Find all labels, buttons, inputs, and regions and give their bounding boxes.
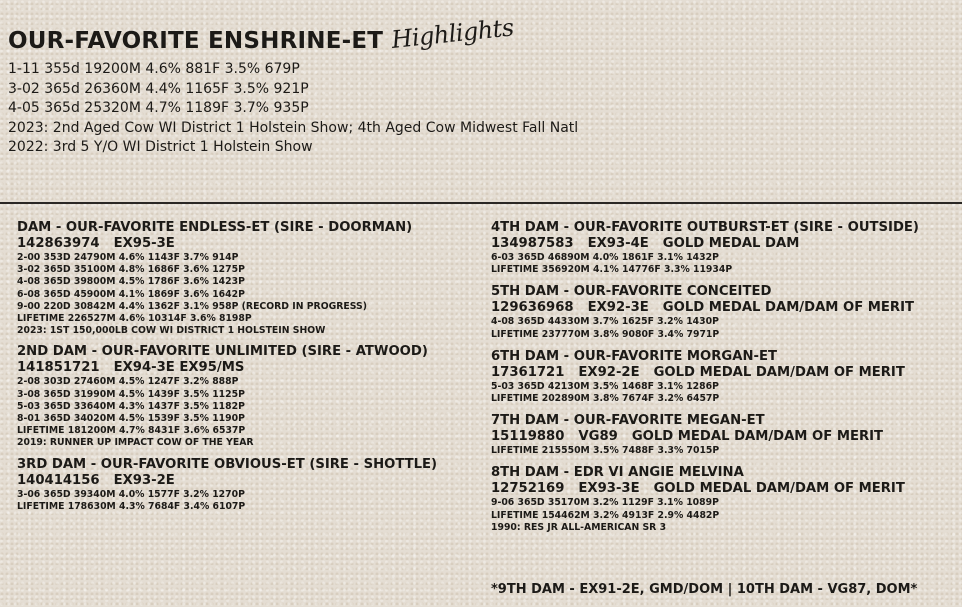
dam-tag: GOLD MEDAL DAM/DAM OF MERIT (653, 481, 905, 497)
dam-id-row (491, 300, 951, 316)
pedigree-left-column (17, 220, 472, 520)
production-record: 4-08 365D 39800M 4.5% 1786F 3.6% 1423P (17, 276, 245, 288)
production-record: 2-00 353D 24790M 4.6% 1143F 3.7% 914P (17, 252, 239, 263)
section-divider (0, 202, 962, 204)
production-record: LIFETIME 178630M 4.3% 7684F 3.4% 6107P (17, 500, 246, 512)
dam-block (17, 457, 472, 513)
production-record: 9-00 220D 30842M 4.4% 1362F 3.1% 958P (RECORD IN PROGRESS) (17, 300, 367, 312)
dam-heading: DAM - OUR-FAVORITE ENDLESS-ET (SIRE - DOORMAN) (17, 220, 413, 235)
dam-score: EX92-3E (587, 300, 649, 316)
dam-tag: GOLD MEDAL DAM (662, 236, 800, 251)
dam-score: EX92-2E (578, 364, 640, 380)
dam-score: EX93-3E (578, 481, 640, 497)
dam-score: EX93-2E (113, 472, 175, 488)
cow-name-title: OUR-FAVORITE ENSHRINE-ET (8, 28, 384, 54)
dam-id: 142863974 (17, 236, 100, 251)
production-record: 8-01 365D 34020M 4.5% 1539F 3.5% 1190P (17, 413, 245, 425)
dam-id: 12752169 (491, 481, 565, 497)
highlight-line: 1-11 355d 19200M 4.6% 881F 3.5% 679P (8, 61, 300, 77)
dam-heading: 6TH DAM - OUR-FAVORITE MORGAN-ET (491, 348, 777, 364)
production-record: LIFETIME 356920M 4.1% 14776F 3.3% 11934P (491, 264, 733, 276)
production-record: LIFETIME 237770M 3.8% 9080F 3.4% 7971P (491, 328, 720, 340)
highlight-line: 2022: 3rd 5 Y/O WI District 1 Holstein Show (8, 139, 313, 155)
dam-tag: GOLD MEDAL DAM/DAM OF MERIT (662, 300, 914, 316)
dam-heading: 7TH DAM - OUR-FAVORITE MEGAN-ET (491, 413, 765, 429)
dam-score: EX94-3E EX95/MS (113, 360, 245, 376)
dam-score: EX95-3E (113, 236, 175, 251)
dam-id-row (17, 236, 472, 252)
production-record: 3-02 365D 35100M 4.8% 1686F 3.6% 1275P (17, 264, 245, 276)
dam-id-row (491, 365, 951, 381)
dam-block (491, 349, 951, 405)
production-record: LIFETIME 202890M 3.8% 7674F 3.2% 6457P (491, 393, 720, 405)
dam-id: 129636968 (491, 300, 574, 316)
production-record: LIFETIME 181200M 4.7% 8431F 3.6% 6537P (17, 425, 246, 437)
production-record: LIFETIME 154462M 3.2% 4913F 2.9% 4482P (491, 509, 720, 521)
title-row (8, 14, 948, 54)
production-record: 2-08 303D 27460M 4.5% 1247F 3.2% 888P (17, 376, 239, 388)
production-record: 6-03 365D 46890M 4.0% 1861F 3.1% 1432P (491, 252, 719, 263)
dam-block (17, 344, 472, 449)
dam-id: 140414156 (17, 472, 100, 488)
production-record: 9-06 365D 35170M 3.2% 1129F 3.1% 1089P (491, 497, 719, 509)
highlights-section (8, 14, 948, 158)
production-record: LIFETIME 226527M 4.6% 10314F 3.6% 8198P (17, 313, 252, 325)
dam-id-row (17, 360, 472, 376)
dam-block (491, 465, 951, 534)
production-record: 5-03 365D 33640M 4.3% 1437F 3.5% 1182P (17, 400, 245, 412)
dam-id-row (491, 429, 951, 445)
dam-tag: GOLD MEDAL DAM/DAM OF MERIT (631, 429, 884, 445)
dam-id: 141851721 (17, 360, 100, 376)
dam-heading: 2ND DAM - OUR-FAVORITE UNLIMITED (SIRE - ATWOOD) (17, 344, 428, 360)
production-record: 3-08 365D 31990M 4.5% 1439F 3.5% 1125P (17, 388, 245, 400)
dam-heading: 4TH DAM - OUR-FAVORITE OUTBURST-ET (SIRE - OUTSIDE) (491, 220, 919, 235)
highlight-line: 4-05 365d 25320M 4.7% 1189F 3.7% 935P (8, 100, 309, 116)
highlight-line: 3-02 365d 26360M 4.4% 1165F 3.5% 921P (8, 80, 309, 97)
production-record: 6-08 365D 45900M 4.1% 1869F 3.6% 1642P (17, 288, 245, 300)
dam-block (17, 220, 472, 337)
production-record: 2023: 1ST 150,000LB COW WI DISTRICT 1 HOLSTEIN SHOW (17, 325, 326, 337)
further-dams-footer: *9TH DAM - EX91-2E, GMD/DOM | 10TH DAM - VG87, DOM* (491, 582, 918, 597)
dam-id-row (491, 481, 951, 497)
dam-block (491, 220, 951, 276)
production-record: LIFETIME 215550M 3.5% 7488F 3.3% 7015P (491, 445, 720, 457)
dam-heading: 5TH DAM - OUR-FAVORITE CONCEITED (491, 284, 772, 300)
highlight-line: 2023: 2nd Aged Cow WI District 1 Holstein Show; 4th Aged Cow Midwest Fall Natl (8, 119, 579, 136)
dam-heading: 3RD DAM - OUR-FAVORITE OBVIOUS-ET (SIRE - SHOTTLE) (17, 456, 438, 472)
dam-block (491, 284, 951, 340)
dam-tag: GOLD MEDAL DAM/DAM OF MERIT (653, 364, 905, 380)
production-record: 5-03 365D 42130M 3.5% 1468F 3.1% 1286P (491, 380, 719, 392)
production-record: 1990: RES JR ALL-AMERICAN SR 3 (491, 521, 667, 533)
dam-id-row (491, 236, 951, 252)
dam-block (491, 413, 951, 457)
dam-score: VG89 (578, 429, 618, 445)
dam-heading: 8TH DAM - EDR VI ANGIE MELVINA (491, 465, 744, 481)
dam-id-row (17, 473, 472, 489)
production-record: 3-06 365D 39340M 4.0% 1577F 3.2% 1270P (17, 488, 245, 500)
dam-id: 134987583 (491, 236, 574, 251)
highlight-lines (8, 60, 948, 158)
production-record: 4-08 365D 44330M 3.7% 1625F 3.2% 1430P (491, 316, 719, 328)
dam-score: EX93-4E (587, 236, 649, 251)
production-record: 2019: RUNNER UP IMPACT COW OF THE YEAR (17, 437, 254, 449)
pedigree-right-column (491, 220, 951, 542)
dam-id: 17361721 (491, 364, 565, 380)
dam-id: 15119880 (491, 429, 565, 445)
highlights-script-title: Highlights (390, 13, 516, 54)
